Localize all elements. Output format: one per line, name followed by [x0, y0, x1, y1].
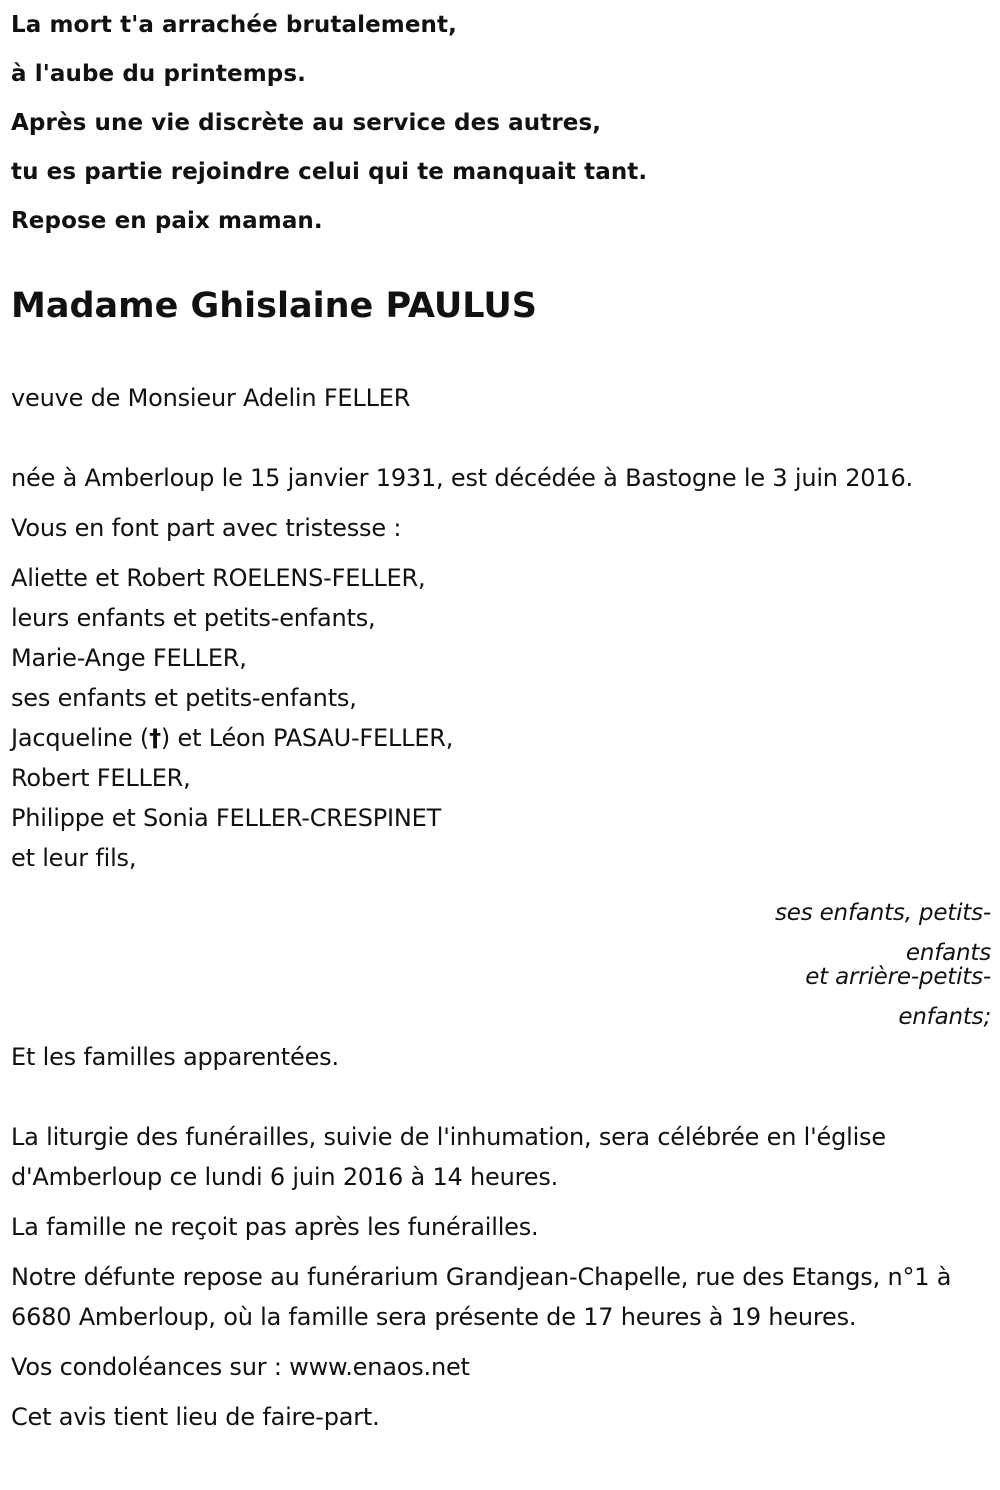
obituary-notice — [11, 0, 991, 878]
funerarium-info: Notre défunte repose au funérarium Grandjean-Chapelle, rue des Etangs, n°1 à 6680 Amberloup, où la famille sera présente de 17 heures à 19 heures. — [11, 1263, 952, 1331]
widow-of: veuve de Monsieur Adelin FELLER — [11, 384, 411, 412]
funeral-info — [11, 1117, 986, 1437]
family-member: leurs enfants et petits-enfants, — [11, 604, 376, 632]
poem — [11, 0, 991, 246]
poem-line: tu es partie rejoindre celui qui te manquait tant. — [11, 159, 648, 185]
deceased-name: Madame Ghislaine PAULUS — [11, 286, 537, 326]
reception-info: La famille ne reçoit pas après les funérailles. — [11, 1213, 539, 1241]
liturgy-info: La liturgie des funérailles, suivie de l'inhumation, sera célébrée en l'église d'Amberloup ce lundi 6 juin 2016 à 14 heures. — [11, 1123, 886, 1191]
family-member: Aliette et Robert ROELENS-FELLER, — [11, 564, 426, 592]
poem-line: à l'aube du printemps. — [11, 61, 306, 87]
poem-line: Après une vie discrète au service des autres, — [11, 110, 602, 136]
family-list — [11, 558, 991, 878]
poem-line: La mort t'a arrachée brutalement, — [11, 12, 457, 38]
family-member: Philippe et Sonia FELLER-CRESPINET — [11, 804, 442, 832]
right-note-great-grandchildren: et arrière-petits-enfants; — [805, 964, 991, 1030]
birth-death-info: née à Amberloup le 15 janvier 1931, est décédée à Bastogne le 3 juin 2016. — [11, 464, 913, 492]
family-member-suffix: ) et Léon PASAU-FELLER, — [160, 724, 454, 752]
family-member: et leur fils, — [11, 844, 137, 872]
family-member: Robert FELLER, — [11, 764, 191, 792]
condolences-link: Vos condoléances sur : www.enaos.net — [11, 1353, 470, 1381]
family-member: ses enfants et petits-enfants, — [11, 684, 357, 712]
family-member — [11, 718, 991, 758]
related-families: Et les familles apparentées. — [11, 1043, 339, 1071]
family-member-prefix: Jacqueline ( — [11, 724, 150, 752]
family-member: Marie-Ange FELLER, — [11, 644, 247, 672]
cross-icon: † — [149, 724, 161, 752]
notice-text: Cet avis tient lieu de faire-part. — [11, 1403, 380, 1431]
right-note-grandchildren: ses enfants, petits-enfants — [774, 900, 991, 966]
poem-line: Repose en paix maman. — [11, 208, 323, 234]
announcement-intro: Vous en font part avec tristesse : — [11, 514, 402, 542]
